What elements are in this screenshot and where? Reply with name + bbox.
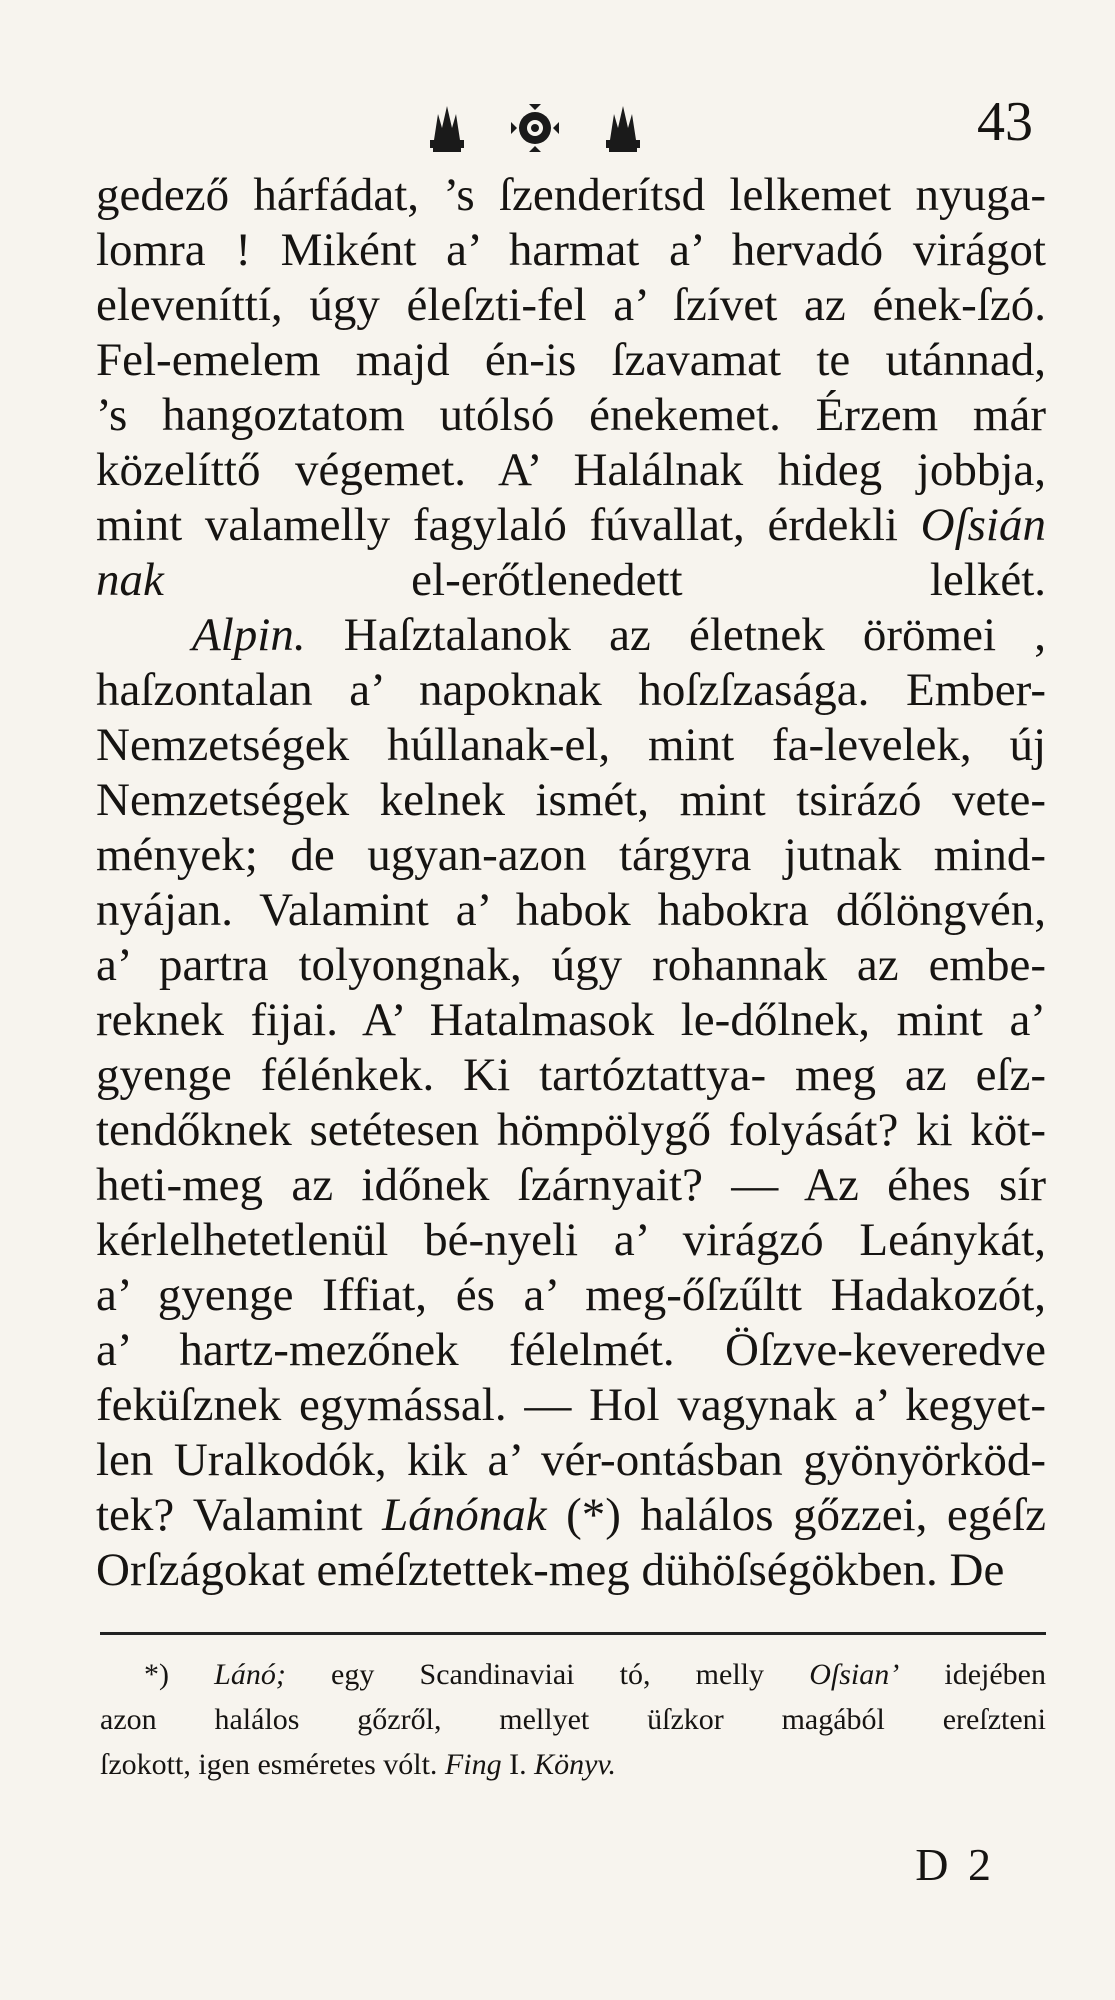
text-run: mint valamelly fagylaló fúvallat, érdekli [96,499,921,551]
page-number: 43 [977,91,1033,153]
text-run: tendőknek setétesen hömpölygő folyását? ki köt- [96,1104,1046,1156]
text-run: nyájan. Valamint a’ habok habokra dőlöngvén, [96,884,1046,936]
body-text [96,168,1046,1598]
text-run: ’s hangoztatom utólsó énekemet. Érzem már [96,389,1046,441]
text-run: ſzokott, igen esméretes vólt. [100,1748,445,1781]
text-line [96,388,1046,443]
text-line [96,498,1046,553]
text-line [96,718,1046,773]
text-run: len Uralkodók, kik a’ vér-ontásban gyönyörköd- [96,1434,1046,1486]
italic-text: Könyv. [534,1748,617,1781]
text-run: gedező hárfádat, ’s ſzenderítsd lelkemet nyuga- [96,169,1046,221]
text-run: Haſztalanok az életnek örömei , [305,609,1046,661]
text-run: mények; de ugyan-azon tárgyra jutnak mind- [96,829,1046,881]
footnote-line [100,1652,1046,1697]
text-line [96,553,1046,608]
text-line [96,1268,1046,1323]
text-run: azon halálos gőzről, mellyet üſzkor magából ereſzteni [100,1703,1046,1736]
decorative-ornament-icon [420,98,650,158]
italic-text: Oſsian’ [809,1658,900,1691]
text-run: a’ gyenge Iffiat, és a’ meg-őſzűltt Hadakozót, [96,1269,1046,1321]
text-line [96,1158,1046,1213]
text-run: Orſzágokat eméſztettek-meg dühöſségökben. De [96,1544,1005,1596]
footnote-line [100,1742,1046,1787]
text-line [96,828,1046,883]
text-run: a’ hartz-mezőnek félelmét. Öſzve-keveredve [96,1324,1046,1376]
text-line [96,168,1046,223]
text-line [96,278,1046,333]
text-run: feküſznek egymással. — Hol vagynak a’ kegyet- [96,1379,1046,1431]
text-run: idejében [899,1658,1046,1691]
text-line [96,938,1046,993]
italic-text: Lánónak [382,1489,547,1541]
text-line [96,1488,1046,1543]
text-run: (*) halálos gőzzei, egéſz [546,1489,1046,1541]
italic-text: Fing [444,1748,502,1781]
text-line [96,1323,1046,1378]
text-run: Nemzetségek húllanak-el, mint fa-levelek, új [96,719,1046,771]
text-run: egy Scandinaviai tó, melly [285,1658,810,1691]
footnote-line [100,1697,1046,1742]
text-run: Fel-emelem majd én-is ſzavamat te utánnad, [96,334,1046,386]
footnote-rule [100,1632,1046,1635]
text-line [96,1213,1046,1268]
text-run: haſzontalan a’ napoknak hoſzſzasága. Ember- [96,664,1046,716]
text-run: lomra ! Miként a’ harmat a’ hervadó virágot [96,224,1046,276]
italic-text: Oſsián [920,499,1046,551]
text-line [96,223,1046,278]
text-run: el-erőtlenedett lelkét. [163,554,1046,606]
page-header [0,88,1115,168]
text-run: gyenge félénkek. Ki tartóztattya- meg az eſz- [96,1049,1046,1101]
italic-text: Alpin. [192,609,306,661]
text-run: eleveníttí, úgy éleſzti-fel a’ ſzívet az ének-ſzó. [96,279,1046,331]
text-run: kérlelhetetlenül bé-nyeli a’ virágzó Leánykát, [96,1214,1046,1266]
text-line [96,663,1046,718]
text-line [96,608,1046,663]
text-line [96,993,1046,1048]
text-run: heti-meg az időnek ſzárnyait? — Az éhes sír [96,1159,1046,1211]
text-run: a’ partra tolyongnak, úgy rohannak az embe- [96,939,1046,991]
text-line [96,333,1046,388]
italic-text: nak [96,554,164,606]
text-line [96,883,1046,938]
text-run: I. [501,1748,535,1781]
text-line [96,773,1046,828]
text-run: Nemzetségek kelnek ismét, mint tsirázó vete- [96,774,1046,826]
text-line [96,1378,1046,1433]
text-line [96,1103,1046,1158]
text-line [96,1543,1046,1598]
text-run: tek? Valamint [96,1489,383,1541]
text-line [96,1433,1046,1488]
text-line [96,1048,1046,1103]
italic-text: Lánó; [214,1658,286,1691]
footnote [100,1652,1046,1787]
text-run: reknek fijai. A’ Hatalmasok le-dőlnek, mint a’ [96,994,1046,1046]
signature-mark: D 2 [915,1839,995,1890]
text-run: *) [144,1658,215,1691]
text-line [96,443,1046,498]
text-run: közelíttő végemet. A’ Halálnak hideg jobbja, [96,444,1046,496]
